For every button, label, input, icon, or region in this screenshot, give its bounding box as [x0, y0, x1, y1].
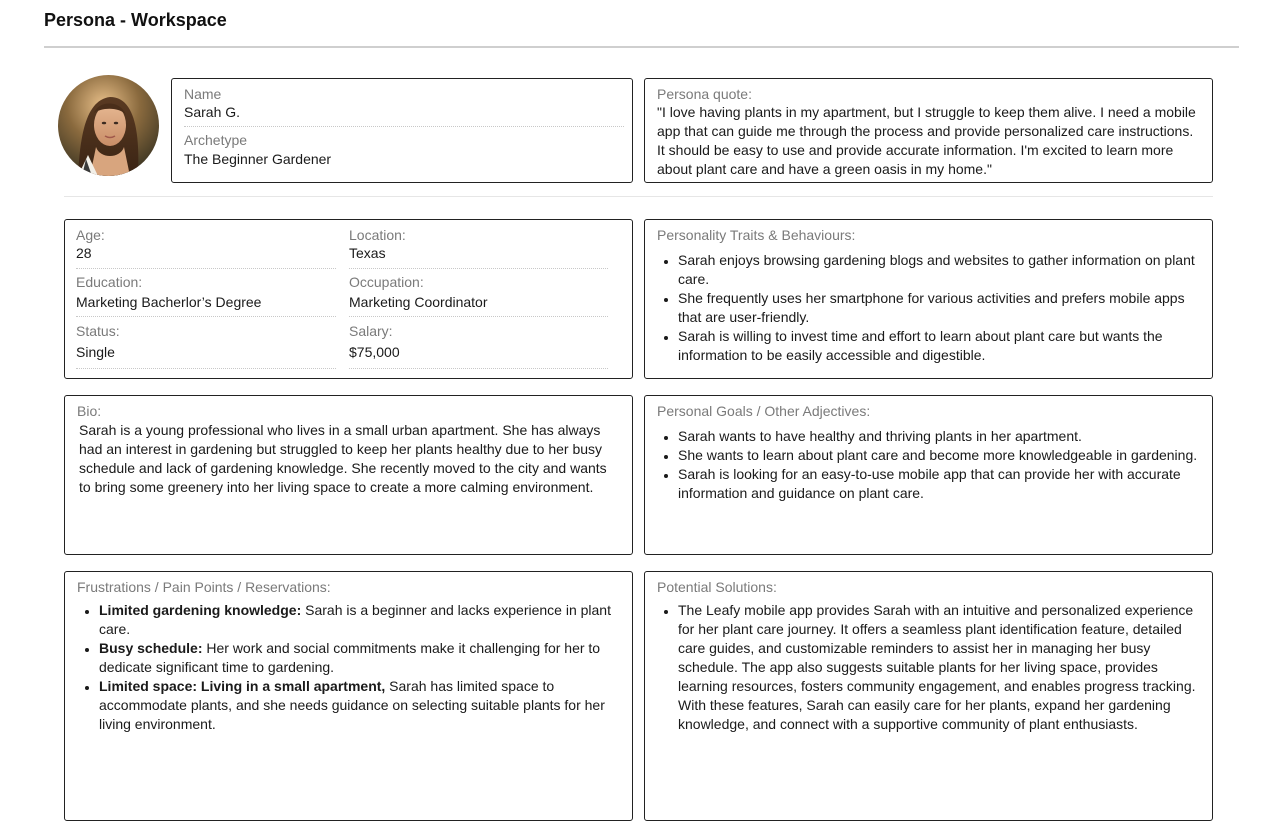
- identity-card: [171, 78, 633, 183]
- education-value: Marketing Bacherlor’s Degree: [76, 294, 262, 310]
- quote-label: Persona quote:: [657, 86, 752, 102]
- frustration-title: Limited space: Living in a small apartment,: [99, 678, 386, 694]
- list-item: • She wants to learn about plant care and become more knowledgeable in gardening.: [678, 446, 1202, 465]
- name-value: Sarah G.: [184, 104, 241, 120]
- page-title: Persona - Workspace: [44, 10, 227, 30]
- bio-card: [64, 395, 633, 555]
- quote-card: [644, 78, 1213, 183]
- frustration-text: Sarah has limited space to accommodate plants, and she needs guidance on selecting suitable plants for her living environment.: [99, 678, 605, 732]
- age-label: Age:: [76, 227, 105, 243]
- bio-label: Bio:: [77, 403, 102, 419]
- status-value: Single: [76, 344, 115, 360]
- list-item: • She frequently uses her smartphone for various activities and prefers mobile apps that are user-friendly.: [678, 289, 1202, 327]
- location-value: Texas: [349, 245, 386, 261]
- title-divider: [44, 46, 1239, 48]
- frustration-text: Sarah is a beginner and lacks experience in plant care.: [99, 602, 611, 637]
- list-item: • Sarah wants to have healthy and thriving plants in her apartment.: [678, 427, 1202, 446]
- list-item: [99, 601, 618, 639]
- list-item: • The Leafy mobile app provides Sarah with an intuitive and personalized experience for her plant care journey. It offers a seamless plant identification feature, detailed care guides, and customizable reminders to assist her in managing her busy schedule. The app also suggests suitable plants for her living space, provides learning resources, fosters community engagement, and enables progress tracking. With these features, Sarah can easily care for her plants, expand her gardening knowledge, and connect with a supportive community of plant enthusiasts.: [678, 601, 1202, 734]
- age-value: 28: [76, 245, 92, 261]
- section-divider: [64, 196, 1213, 197]
- list-item: • Sarah is looking for an easy-to-use mobile app that can provide her with accurate information and guidance on plant care.: [678, 465, 1202, 503]
- list-item: [99, 677, 618, 734]
- bio-text: Sarah is a young professional who lives in a small urban apartment. She has always had an interest in gardening but struggled to keep her plants healthy due to her busy schedule and lack of gardening knowledge. She recently moved to the city and wants to bring some greenery into her living space to create a more calming environment.: [79, 422, 607, 495]
- traits-card: [644, 219, 1213, 379]
- frustration-title: Limited gardening knowledge:: [99, 602, 302, 618]
- frustrations-label: Frustrations / Pain Points / Reservations:: [77, 579, 331, 595]
- frustration-text: Her work and social commitments make it challenging for her to dedicate significant time to gardening.: [99, 640, 601, 675]
- demographics-card: [64, 219, 633, 379]
- list-item: [99, 639, 618, 677]
- goals-label: Personal Goals / Other Adjectives:: [657, 403, 871, 419]
- location-label: Location:: [349, 227, 406, 243]
- education-label: Education:: [76, 274, 143, 290]
- name-label: Name: [184, 86, 222, 102]
- occupation-label: Occupation:: [349, 274, 424, 290]
- frustration-title: Busy schedule:: [99, 640, 203, 656]
- archetype-value: The Beginner Gardener: [184, 151, 332, 167]
- archetype-label: Archetype: [184, 132, 248, 148]
- solutions-card: [644, 571, 1213, 821]
- salary-value: $75,000: [349, 344, 400, 360]
- list-item: • Sarah is willing to invest time and effort to learn about plant care but wants the information to be easily accessible and digestible.: [678, 327, 1202, 365]
- salary-label: Salary:: [349, 323, 393, 339]
- status-label: Status:: [76, 323, 120, 339]
- solutions-label: Potential Solutions:: [657, 579, 777, 595]
- avatar: [58, 75, 159, 176]
- list-item: • Sarah enjoys browsing gardening blogs and websites to gather information on plant care.: [678, 251, 1202, 289]
- goals-card: [644, 395, 1213, 555]
- traits-label: Personality Traits & Behaviours:: [657, 227, 856, 243]
- quote-text: "I love having plants in my apartment, but I struggle to keep them alive. I need a mobile app that can guide me through the process and provide personalized care instructions. It should be easy to use and provide accurate information. I'm excited to learn more about plant care and have a green oasis in my home.": [657, 104, 1196, 177]
- occupation-value: Marketing Coordinator: [349, 294, 488, 310]
- frustrations-card: [64, 571, 633, 821]
